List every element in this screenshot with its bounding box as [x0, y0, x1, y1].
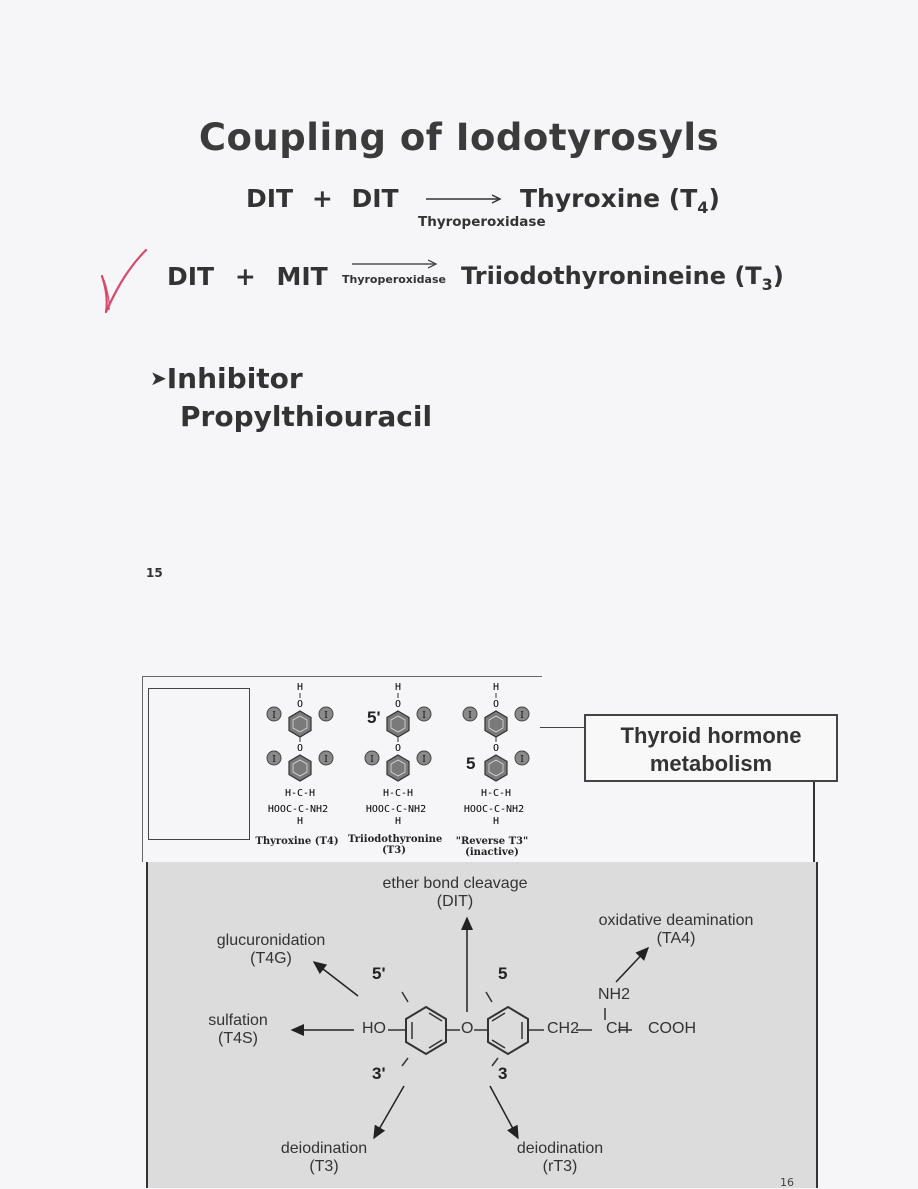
inhibitor-label: Inhibitor	[166, 362, 303, 395]
svg-text:O: O	[492, 699, 500, 710]
deiod-left-line-1: deiodination	[280, 1140, 368, 1157]
reaction-arrow-1	[424, 192, 504, 206]
glucuronidation-line-1: glucuronidation	[216, 932, 326, 949]
pos-3: 3	[498, 1064, 508, 1083]
iodothyronine-structures: I H O O H-C-H HOOC-C-NH2 H H O O H-C-H HOOC-C-NH2 H H O O H-C-H HOOC-C-NH2 H	[254, 680, 544, 860]
page-number: 15	[146, 566, 163, 580]
deiod-right-line-2: (rT3)	[542, 1158, 578, 1175]
right-benzene-ring	[488, 1007, 528, 1054]
hydroxyl-group: HO	[362, 1020, 386, 1037]
product-2-close: )	[772, 262, 784, 290]
oxidative-line-1: oxidative deamination	[598, 912, 754, 929]
svg-text:O: O	[296, 743, 304, 754]
left-benzene-ring	[406, 1007, 446, 1054]
thyroxine-structure	[267, 682, 333, 827]
box-title-line-2: metabolism	[649, 751, 773, 776]
ether-oxygen: O	[461, 1020, 474, 1037]
structure-label-2	[348, 834, 443, 856]
structure-label-3-text: "Reverse T3"	[455, 836, 529, 847]
deiod-left-line-2: (T3)	[309, 1158, 339, 1175]
pos-5-prime: 5'	[372, 964, 386, 983]
structure-label-2-text: Triiodothyronine	[348, 834, 443, 845]
svg-text:HOOC-C-NH2: HOOC-C-NH2	[365, 804, 427, 815]
svg-text:O: O	[492, 743, 500, 754]
product-1	[520, 184, 720, 217]
product-1-text: Thyroxine (T	[520, 184, 698, 213]
svg-text:O: O	[296, 699, 304, 710]
structure-label-3	[446, 836, 538, 858]
ch-group: CH	[606, 1020, 630, 1037]
oxidative-line-2: (TA4)	[656, 930, 696, 947]
deiodination-t3-label	[264, 1140, 384, 1176]
reactant-4: MIT	[276, 262, 328, 291]
corner-page-number: 16	[780, 1176, 794, 1189]
oxidative-deamination-label	[586, 912, 766, 948]
product-2-text: Triiodothyronineine (T	[461, 262, 762, 290]
thyroid-hormone-metabolism-box	[584, 714, 838, 782]
ch2-group: CH2	[547, 1020, 580, 1037]
svg-text:H: H	[394, 682, 402, 693]
svg-text:O: O	[394, 743, 402, 754]
box-right-rule	[813, 782, 815, 862]
structure-label-3-sub: (inactive)	[465, 847, 519, 858]
structure-label-2-sub: (T3)	[382, 845, 406, 856]
blank-figure-box	[148, 688, 250, 840]
svg-text:HOOC-C-NH2: HOOC-C-NH2	[267, 804, 329, 815]
svg-text:H: H	[296, 682, 304, 693]
structure-label-1	[254, 836, 340, 847]
glucuronidation-label	[206, 932, 336, 968]
slide-title: Coupling of Iodotyrosyls	[198, 116, 720, 159]
bullet-arrow-icon: ➤	[150, 366, 167, 390]
sulfation-line-1: sulfation	[208, 1012, 268, 1029]
svg-text:H-C-H: H-C-H	[480, 788, 512, 799]
product-1-close: )	[708, 184, 720, 213]
sulfation-line-2: (T4S)	[218, 1030, 258, 1047]
svg-text:H: H	[296, 816, 304, 827]
product-2	[461, 262, 784, 294]
glucuronidation-line-2: (T4G)	[250, 950, 292, 967]
structure-label-1-text: Thyroxine (T4)	[255, 836, 339, 847]
pos-5: 5	[498, 964, 508, 983]
ether-cleavage-line-2: (DIT)	[436, 893, 474, 910]
svg-text:H: H	[394, 816, 402, 827]
svg-text:H-C-H: H-C-H	[382, 788, 414, 799]
reactant-2: DIT	[351, 184, 399, 213]
enzyme-label-1: Thyroperoxidase	[418, 214, 546, 230]
box-title-line-1: Thyroid hormone	[620, 723, 802, 748]
plus-sign: +	[311, 184, 333, 213]
inhibitor-bullet	[150, 362, 303, 395]
svg-text:O: O	[394, 699, 402, 710]
cooh-group: COOH	[648, 1020, 696, 1037]
svg-text:H: H	[492, 816, 500, 827]
checkmark-icon	[96, 246, 152, 316]
reactant-3: DIT	[167, 262, 215, 291]
inhibitor-name: Propylthiouracil	[180, 400, 433, 433]
plus-sign-2: +	[234, 262, 256, 291]
reactant-1: DIT	[246, 184, 294, 213]
sulfation-label	[198, 1012, 278, 1048]
ether-cleavage-line-1: ether bond cleavage	[382, 875, 528, 892]
connector-line	[540, 727, 584, 728]
figure-top-rule	[142, 676, 542, 677]
equation-1	[246, 184, 399, 213]
deiod-right-line-1: deiodination	[516, 1140, 604, 1157]
amine-group: NH2	[598, 986, 631, 1003]
svg-text:HOOC-C-NH2: HOOC-C-NH2	[463, 804, 525, 815]
product-2-subscript: 3	[761, 275, 773, 294]
struct-5-label: 5	[466, 754, 476, 773]
product-1-subscript: 4	[697, 198, 709, 217]
struct-5-prime-label: 5'	[367, 708, 381, 727]
svg-text:H-C-H: H-C-H	[284, 788, 316, 799]
triiodothyronine-structure	[365, 682, 431, 827]
svg-text:H: H	[492, 682, 500, 693]
figure-left-rule	[142, 676, 143, 862]
enzyme-label-2: Thyroperoxidase	[342, 273, 446, 286]
reaction-arrow-2	[350, 258, 440, 270]
equation-2	[167, 262, 328, 291]
deiodination-rt3-label	[500, 1140, 620, 1176]
pos-3-prime: 3'	[372, 1064, 386, 1083]
ether-cleavage-label	[370, 875, 540, 911]
